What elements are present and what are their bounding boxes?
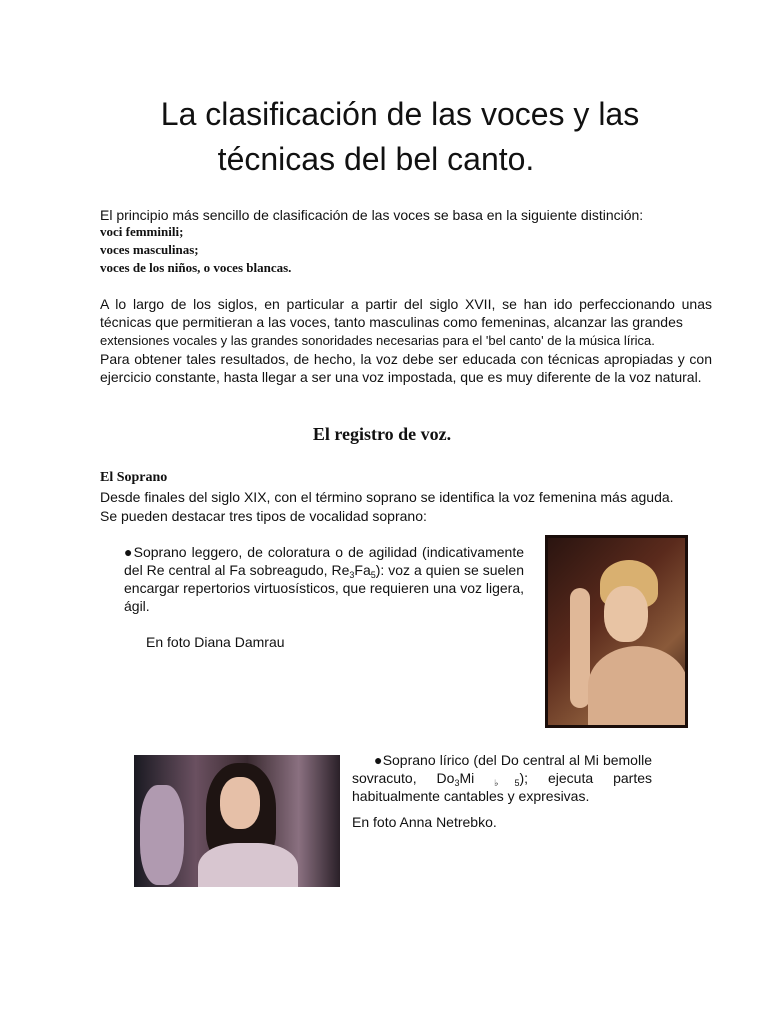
photo-diana-damrau [545, 535, 688, 728]
bullet-marker: ● [374, 752, 383, 768]
soprano-line-2: Se pueden destacar tres tipos de vocalidad soprano: [100, 508, 427, 524]
bullet-marker: ● [124, 544, 134, 560]
voice-type-3: voces de los niños, o voces blancas. [100, 260, 292, 275]
title-line-1: La clasificación de las voces y las [160, 96, 640, 132]
photo-anna-netrebko [134, 755, 340, 887]
voice-type-1: voci femminili; [100, 224, 184, 239]
paragraph-1-line-3: Para obtener tales resultados, de hecho, la voz debe ser educada con técnicas apropiadas y con ejercicio constante, hasta llegar a ser una voz impostada, que es muy diferente de la voz natural. [100, 351, 712, 385]
title-line-2: técnicas del bel canto. [217, 141, 535, 177]
soprano-line-1: Desde finales del siglo XIX, con el término soprano se identifica la voz femenina más aguda. [100, 489, 674, 505]
bullet-soprano-leggero: ●Soprano leggero, de coloratura o de agilidad (indicativamente del Re central al Fa sobreagudo, $Re_3Fa_5$): voz a quien se suelen encargar repertorios virtuosísticos, que requieren una voz ligera, ágil. En foto Diana Damrau [124, 544, 524, 650]
caption-anna-netrebko: En foto Anna Netrebko. [352, 814, 497, 830]
soprano-heading: El Soprano [100, 470, 168, 485]
paragraph-1-line-1: A lo largo de los siglos, en particular a partir del siglo XVII, se han ido perfeccionando unas técnicas que permitieran a las voces, tanto masculinas como femeninas, alcanzar las grandes [100, 296, 712, 330]
bullet-soprano-lirico: ●Soprano lírico (del Do central al Mi bemolle sovracuto, $Do_3Mi$ $_{♭5}$); ejecuta partes habitualmente cantables y expresivas. En foto Anna Netrebko. [352, 752, 652, 830]
section-title: El registro de voz. [312, 424, 452, 444]
paragraph-1-line-2: extensiones vocales y las grandes sonoridades necesarias para el 'bel canto' de la música lírica. [100, 333, 655, 348]
caption-diana-damrau: En foto Diana Damrau [146, 634, 285, 650]
intro-text: El principio más sencillo de clasificación de las voces se basa en la siguiente distinción: [100, 207, 644, 223]
voice-type-2: voces masculinas; [100, 242, 199, 257]
page-title [100, 92, 700, 182]
